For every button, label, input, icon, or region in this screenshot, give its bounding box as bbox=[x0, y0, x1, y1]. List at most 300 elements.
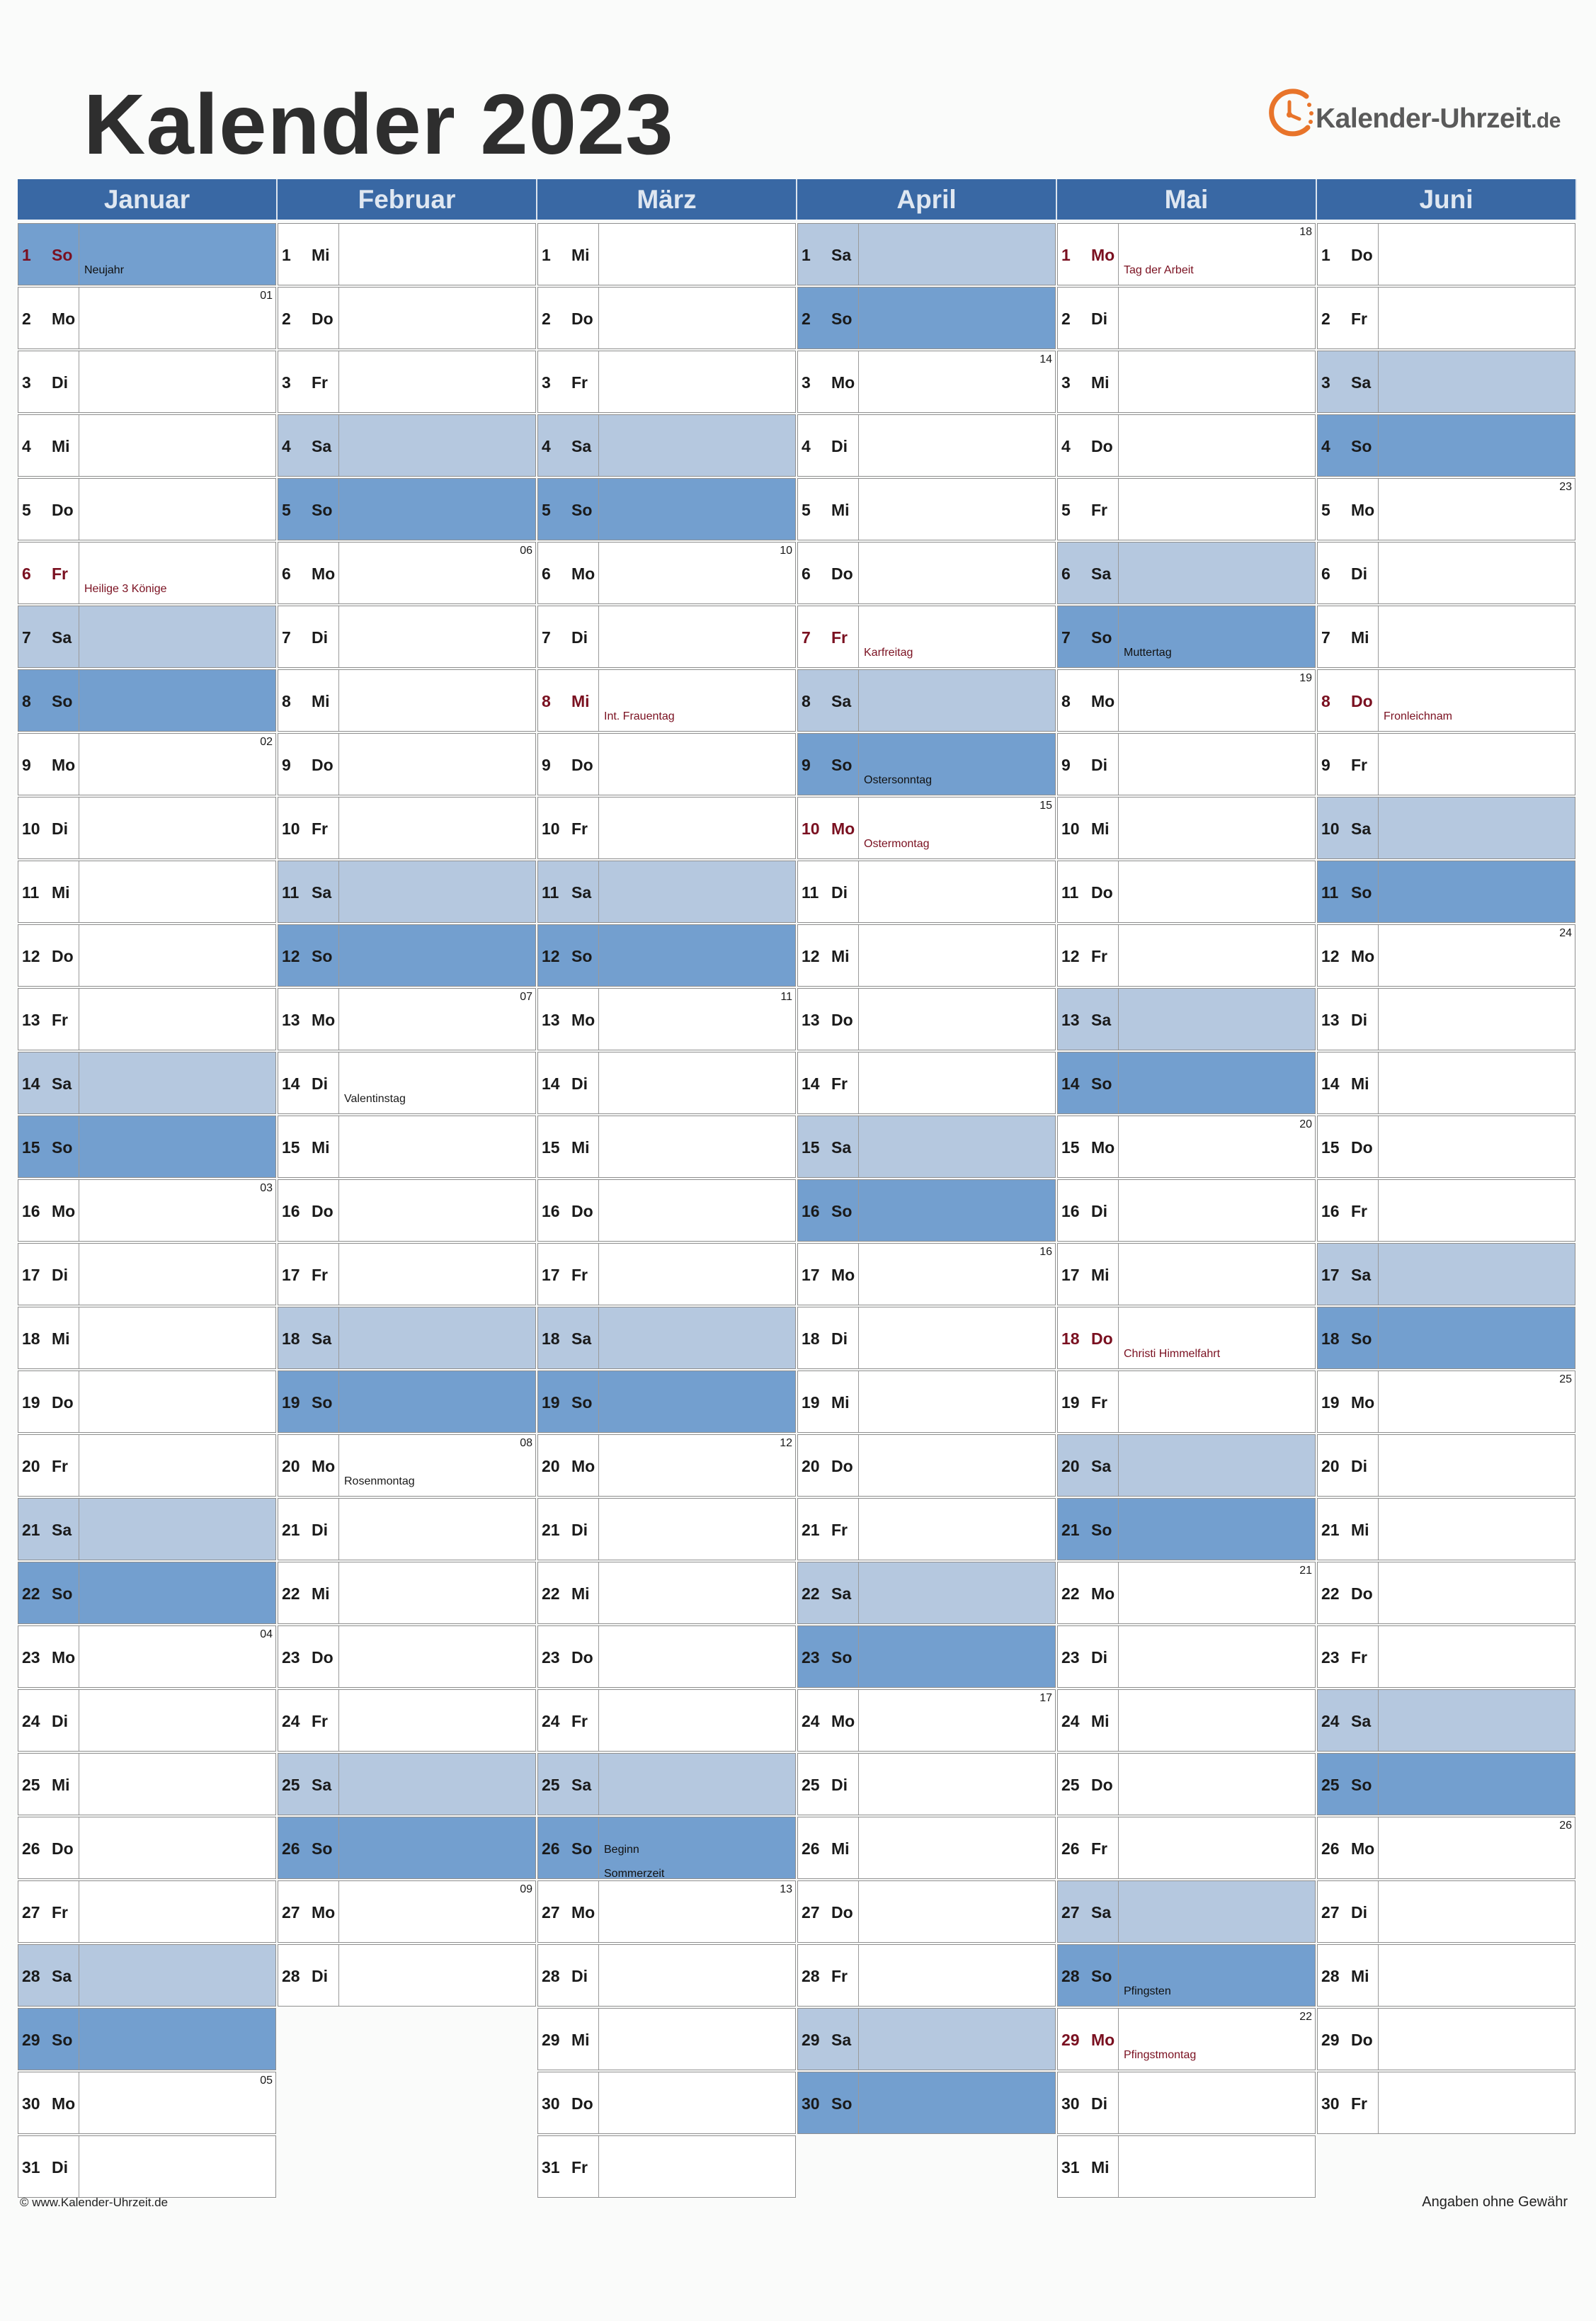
day-cell[interactable] bbox=[1057, 669, 1316, 732]
weekday-abbr: Fr bbox=[571, 1712, 588, 1730]
day-cell[interactable] bbox=[1057, 414, 1316, 477]
day-cell[interactable] bbox=[18, 1817, 276, 1879]
day-number: 21 bbox=[1321, 1521, 1340, 1539]
weekday-abbr: Di bbox=[1091, 756, 1107, 774]
day-cell[interactable] bbox=[278, 1307, 536, 1369]
day-cell[interactable] bbox=[1057, 1434, 1316, 1497]
day-cell[interactable] bbox=[1057, 1498, 1316, 1560]
day-cell[interactable] bbox=[1057, 1625, 1316, 1688]
day-cell[interactable] bbox=[18, 2072, 276, 2134]
day-cell[interactable] bbox=[537, 414, 796, 477]
day-cell[interactable] bbox=[1057, 924, 1316, 987]
day-cell[interactable] bbox=[537, 861, 796, 923]
weekday-abbr: Fr bbox=[1091, 947, 1107, 965]
day-cell[interactable] bbox=[537, 1116, 796, 1178]
weekday-abbr: Sa bbox=[831, 1138, 852, 1157]
day-cell[interactable] bbox=[797, 2008, 1056, 2070]
day-cell[interactable] bbox=[1317, 1307, 1575, 1369]
day-cell[interactable] bbox=[278, 1243, 536, 1305]
day-cell[interactable] bbox=[1317, 988, 1575, 1050]
day-cell[interactable] bbox=[1317, 542, 1575, 604]
day-cell[interactable] bbox=[18, 478, 276, 540]
day-label bbox=[1318, 1435, 1379, 1496]
day-label bbox=[1058, 1499, 1119, 1560]
day-cell[interactable] bbox=[797, 1434, 1056, 1497]
day-number: 8 bbox=[22, 692, 31, 710]
day-number: 12 bbox=[22, 947, 40, 965]
day-cell[interactable] bbox=[537, 223, 796, 285]
day-cell[interactable] bbox=[797, 733, 1056, 795]
day-cell[interactable] bbox=[1317, 669, 1575, 732]
day-label bbox=[798, 1690, 859, 1751]
day-cell[interactable] bbox=[1317, 797, 1575, 859]
day-number: 27 bbox=[542, 1903, 560, 1922]
weekday-abbr: Sa bbox=[312, 1329, 332, 1348]
weekday-abbr: So bbox=[1091, 1967, 1112, 1985]
day-cell[interactable] bbox=[278, 797, 536, 859]
day-label bbox=[798, 1562, 859, 1623]
day-label bbox=[1318, 351, 1379, 412]
day-cell[interactable] bbox=[797, 606, 1056, 668]
day-cell[interactable] bbox=[278, 1434, 536, 1497]
day-cell[interactable] bbox=[537, 1944, 796, 2007]
day-cell[interactable] bbox=[278, 542, 536, 604]
day-cell[interactable] bbox=[1057, 2135, 1316, 2198]
weekday-abbr: Mi bbox=[831, 1839, 850, 1858]
weekday-abbr: Do bbox=[1351, 692, 1373, 710]
day-number: 27 bbox=[282, 1903, 300, 1922]
day-cell[interactable] bbox=[278, 351, 536, 413]
day-cell[interactable] bbox=[18, 414, 276, 477]
day-cell[interactable] bbox=[278, 1689, 536, 1752]
day-cell[interactable] bbox=[1317, 1562, 1575, 1624]
day-label bbox=[18, 1499, 79, 1560]
day-cell[interactable] bbox=[1057, 1944, 1316, 2007]
day-cell[interactable] bbox=[18, 542, 276, 604]
day-cell[interactable] bbox=[18, 606, 276, 668]
day-cell[interactable] bbox=[537, 1817, 796, 1879]
day-cell[interactable] bbox=[1057, 733, 1316, 795]
day-cell[interactable] bbox=[797, 414, 1056, 477]
day-cell[interactable] bbox=[797, 2072, 1056, 2134]
weekday-abbr: So bbox=[312, 1839, 333, 1858]
day-number: 11 bbox=[1061, 883, 1079, 902]
day-cell[interactable] bbox=[1057, 1753, 1316, 1815]
weekday-abbr: Mi bbox=[571, 692, 590, 710]
brand-logo[interactable] bbox=[1264, 84, 1568, 149]
day-cell[interactable] bbox=[1057, 223, 1316, 285]
weekday-abbr: Sa bbox=[52, 1967, 72, 1985]
weekday-abbr: Di bbox=[571, 1967, 588, 1985]
day-cell[interactable] bbox=[1057, 478, 1316, 540]
day-cell[interactable] bbox=[1057, 351, 1316, 413]
weekday-abbr: Fr bbox=[571, 819, 588, 838]
day-number: 18 bbox=[282, 1329, 300, 1348]
day-cell[interactable] bbox=[18, 733, 276, 795]
day-cell[interactable] bbox=[537, 1243, 796, 1305]
day-cell[interactable] bbox=[18, 223, 276, 285]
day-cell[interactable] bbox=[1057, 1562, 1316, 1624]
day-cell[interactable] bbox=[537, 1498, 796, 1560]
day-cell[interactable] bbox=[18, 1179, 276, 1242]
day-label bbox=[798, 288, 859, 348]
weekday-abbr: Mi bbox=[1351, 1967, 1369, 1985]
day-cell[interactable] bbox=[18, 861, 276, 923]
day-cell[interactable] bbox=[537, 1689, 796, 1752]
day-cell[interactable] bbox=[1057, 1817, 1316, 1879]
day-cell[interactable] bbox=[537, 478, 796, 540]
weekday-abbr: Fr bbox=[1351, 756, 1367, 774]
weekday-abbr: Do bbox=[312, 1202, 334, 1220]
day-cell[interactable] bbox=[1317, 223, 1575, 285]
weekday-abbr: Di bbox=[831, 437, 848, 455]
day-cell[interactable] bbox=[1317, 1944, 1575, 2007]
day-number: 24 bbox=[282, 1712, 300, 1730]
day-cell[interactable] bbox=[278, 1371, 536, 1433]
weekday-abbr: Sa bbox=[52, 628, 72, 647]
day-number: 24 bbox=[1061, 1712, 1080, 1730]
weekday-abbr: Fr bbox=[1351, 2094, 1367, 2113]
day-cell[interactable] bbox=[1317, 1434, 1575, 1497]
day-cell[interactable] bbox=[278, 1817, 536, 1879]
day-cell[interactable] bbox=[797, 669, 1056, 732]
day-cell[interactable] bbox=[278, 1562, 536, 1624]
day-cell[interactable] bbox=[18, 1498, 276, 1560]
day-cell[interactable] bbox=[1317, 1243, 1575, 1305]
day-cell[interactable] bbox=[278, 1052, 536, 1114]
weekday-abbr: Mo bbox=[52, 2094, 76, 2113]
day-cell[interactable] bbox=[537, 2072, 796, 2134]
day-cell[interactable] bbox=[797, 988, 1056, 1050]
day-label bbox=[18, 989, 79, 1050]
weekday-abbr: Fr bbox=[1091, 1393, 1107, 1412]
weekday-abbr: Di bbox=[312, 1521, 328, 1539]
day-cell[interactable] bbox=[278, 1753, 536, 1815]
day-cell[interactable] bbox=[1317, 1880, 1575, 1943]
day-cell[interactable] bbox=[797, 1371, 1056, 1433]
day-cell[interactable] bbox=[797, 287, 1056, 349]
day-cell[interactable] bbox=[797, 1562, 1056, 1624]
clock-logo-icon bbox=[1264, 84, 1315, 149]
day-label bbox=[18, 606, 79, 667]
weekday-abbr: Do bbox=[52, 1839, 74, 1858]
day-number: 20 bbox=[1321, 1457, 1340, 1475]
day-cell[interactable] bbox=[18, 797, 276, 859]
day-cell[interactable] bbox=[797, 797, 1056, 859]
weekday-abbr: Mo bbox=[312, 564, 336, 583]
day-label bbox=[1058, 2136, 1119, 2197]
week-number: 14 bbox=[1039, 353, 1052, 365]
weekday-abbr: Fr bbox=[1351, 310, 1367, 328]
day-cell[interactable] bbox=[1317, 287, 1575, 349]
day-cell[interactable] bbox=[797, 861, 1056, 923]
day-cell[interactable] bbox=[537, 1307, 796, 1369]
day-cell[interactable] bbox=[18, 351, 276, 413]
day-cell[interactable] bbox=[1057, 606, 1316, 668]
day-cell[interactable] bbox=[797, 1817, 1056, 1879]
weekday-abbr: Do bbox=[571, 1202, 593, 1220]
day-cell[interactable] bbox=[537, 287, 796, 349]
day-label bbox=[798, 1754, 859, 1815]
day-cell[interactable] bbox=[1057, 1243, 1316, 1305]
day-cell[interactable] bbox=[278, 1880, 536, 1943]
day-cell[interactable] bbox=[1057, 1307, 1316, 1369]
day-cell[interactable] bbox=[537, 1753, 796, 1815]
day-cell[interactable] bbox=[537, 1562, 796, 1624]
day-cell[interactable] bbox=[537, 1371, 796, 1433]
day-cell[interactable] bbox=[797, 351, 1056, 413]
day-number: 10 bbox=[542, 819, 560, 838]
weekday-abbr: Fr bbox=[1351, 1202, 1367, 1220]
day-cell[interactable] bbox=[797, 1116, 1056, 1178]
day-cell[interactable] bbox=[1317, 2072, 1575, 2134]
day-cell[interactable] bbox=[278, 1498, 536, 1560]
day-cell[interactable] bbox=[1057, 287, 1316, 349]
day-label bbox=[278, 1307, 339, 1368]
day-cell[interactable] bbox=[1317, 1052, 1575, 1114]
day-label bbox=[1058, 1626, 1119, 1687]
weekday-abbr: Do bbox=[312, 756, 334, 774]
day-cell[interactable] bbox=[278, 988, 536, 1050]
day-cell[interactable] bbox=[1057, 2072, 1316, 2134]
weekday-abbr: Do bbox=[831, 1903, 853, 1922]
day-cell[interactable] bbox=[537, 1434, 796, 1497]
day-label bbox=[1058, 1116, 1119, 1177]
event-note: Pfingsten bbox=[1124, 1985, 1171, 1997]
day-label bbox=[1318, 1945, 1379, 2006]
day-cell[interactable] bbox=[1057, 1116, 1316, 1178]
day-cell[interactable] bbox=[1057, 861, 1316, 923]
day-cell[interactable] bbox=[797, 1243, 1056, 1305]
day-cell[interactable] bbox=[1057, 542, 1316, 604]
day-cell[interactable] bbox=[797, 1179, 1056, 1242]
weekday-abbr: Sa bbox=[831, 692, 852, 710]
day-number: 17 bbox=[22, 1266, 40, 1284]
day-number: 25 bbox=[22, 1776, 40, 1794]
day-cell[interactable] bbox=[537, 2135, 796, 2198]
day-cell[interactable] bbox=[797, 1689, 1056, 1752]
day-cell[interactable] bbox=[797, 1753, 1056, 1815]
weekday-abbr: Sa bbox=[1091, 1903, 1112, 1922]
day-cell[interactable] bbox=[18, 2008, 276, 2070]
day-cell[interactable] bbox=[1317, 733, 1575, 795]
day-number: 8 bbox=[1061, 692, 1071, 710]
day-cell[interactable] bbox=[797, 1498, 1056, 1560]
weekday-abbr: Sa bbox=[831, 1584, 852, 1603]
day-cell[interactable] bbox=[1317, 414, 1575, 477]
day-label bbox=[538, 861, 599, 922]
day-cell[interactable] bbox=[537, 1625, 796, 1688]
day-cell[interactable] bbox=[18, 1052, 276, 1114]
day-cell[interactable] bbox=[18, 1562, 276, 1624]
day-cell[interactable] bbox=[278, 924, 536, 987]
day-number: 2 bbox=[1321, 310, 1330, 328]
day-label bbox=[18, 670, 79, 731]
day-cell[interactable] bbox=[1057, 1689, 1316, 1752]
day-number: 6 bbox=[1061, 564, 1071, 583]
day-cell[interactable] bbox=[278, 733, 536, 795]
day-cell[interactable] bbox=[537, 351, 796, 413]
day-cell[interactable] bbox=[278, 414, 536, 477]
day-cell[interactable] bbox=[1057, 797, 1316, 859]
day-cell[interactable] bbox=[1317, 1179, 1575, 1242]
day-cell[interactable] bbox=[797, 223, 1056, 285]
day-cell[interactable] bbox=[1057, 1880, 1316, 1943]
day-number: 6 bbox=[282, 564, 291, 583]
day-number: 12 bbox=[1321, 947, 1340, 965]
weekday-abbr: Do bbox=[1351, 2031, 1373, 2049]
weekday-abbr: So bbox=[312, 947, 333, 965]
day-label bbox=[18, 2072, 79, 2133]
day-cell[interactable] bbox=[18, 2135, 276, 2198]
day-cell[interactable] bbox=[537, 1880, 796, 1943]
day-cell[interactable] bbox=[537, 606, 796, 668]
event-note: Rosenmontag bbox=[344, 1475, 415, 1487]
day-label bbox=[538, 1881, 599, 1942]
day-cell[interactable] bbox=[1057, 1371, 1316, 1433]
day-number: 5 bbox=[22, 501, 31, 519]
weekday-abbr: Do bbox=[571, 2094, 593, 2113]
weekday-abbr: Di bbox=[1091, 1202, 1107, 1220]
day-cell[interactable] bbox=[537, 1052, 796, 1114]
day-label bbox=[1058, 479, 1119, 540]
day-cell[interactable] bbox=[18, 1243, 276, 1305]
day-cell[interactable] bbox=[797, 1052, 1056, 1114]
day-label bbox=[538, 479, 599, 540]
day-label bbox=[18, 925, 79, 986]
day-label bbox=[1058, 1945, 1119, 2006]
day-number: 7 bbox=[22, 628, 31, 647]
day-cell[interactable] bbox=[1317, 861, 1575, 923]
day-label bbox=[1318, 288, 1379, 348]
weekday-abbr: Di bbox=[1351, 1903, 1367, 1922]
week-number: 07 bbox=[520, 991, 532, 1003]
day-cell[interactable] bbox=[537, 733, 796, 795]
day-cell[interactable] bbox=[537, 924, 796, 987]
day-cell[interactable] bbox=[797, 1307, 1056, 1369]
day-label bbox=[1318, 861, 1379, 922]
day-cell[interactable] bbox=[18, 1116, 276, 1178]
day-cell[interactable] bbox=[797, 1625, 1056, 1688]
day-cell[interactable] bbox=[278, 223, 536, 285]
day-label bbox=[538, 1817, 599, 1878]
day-cell[interactable] bbox=[18, 1753, 276, 1815]
day-cell[interactable] bbox=[278, 1625, 536, 1688]
day-cell[interactable] bbox=[537, 2008, 796, 2070]
day-cell[interactable] bbox=[537, 542, 796, 604]
day-cell[interactable] bbox=[18, 1307, 276, 1369]
day-cell[interactable] bbox=[18, 1689, 276, 1752]
day-cell[interactable] bbox=[1317, 1116, 1575, 1178]
day-number: 17 bbox=[542, 1266, 560, 1284]
day-label bbox=[798, 1116, 859, 1177]
day-cell[interactable] bbox=[1057, 988, 1316, 1050]
day-cell[interactable] bbox=[1317, 606, 1575, 668]
day-label bbox=[1318, 606, 1379, 667]
weekday-abbr: Do bbox=[52, 1393, 74, 1412]
day-label bbox=[1318, 1817, 1379, 1878]
day-cell[interactable] bbox=[797, 542, 1056, 604]
weekday-abbr: Di bbox=[1091, 310, 1107, 328]
day-cell[interactable] bbox=[1317, 1371, 1575, 1433]
day-label bbox=[1058, 606, 1119, 667]
day-cell[interactable] bbox=[1317, 1689, 1575, 1752]
week-number: 09 bbox=[520, 1883, 532, 1895]
day-cell[interactable] bbox=[797, 1944, 1056, 2007]
day-cell[interactable] bbox=[797, 478, 1056, 540]
footer-copyright: © www.Kalender-Uhrzeit.de bbox=[20, 2196, 169, 2209]
day-cell[interactable] bbox=[18, 988, 276, 1050]
day-cell[interactable] bbox=[18, 1880, 276, 1943]
day-cell[interactable] bbox=[537, 797, 796, 859]
day-cell[interactable] bbox=[18, 1944, 276, 2007]
day-number: 18 bbox=[1061, 1329, 1080, 1348]
day-cell[interactable] bbox=[18, 924, 276, 987]
day-cell[interactable] bbox=[1317, 2008, 1575, 2070]
day-cell[interactable] bbox=[278, 287, 536, 349]
day-cell[interactable] bbox=[18, 1434, 276, 1497]
day-cell[interactable] bbox=[1317, 351, 1575, 413]
day-number: 18 bbox=[1321, 1329, 1340, 1348]
day-cell[interactable] bbox=[278, 1116, 536, 1178]
day-number: 15 bbox=[542, 1138, 560, 1157]
day-cell[interactable] bbox=[278, 669, 536, 732]
day-cell[interactable] bbox=[797, 924, 1056, 987]
day-number: 12 bbox=[542, 947, 560, 965]
day-number: 7 bbox=[542, 628, 551, 647]
day-cell[interactable] bbox=[537, 988, 796, 1050]
day-cell[interactable] bbox=[1317, 1817, 1575, 1879]
day-cell[interactable] bbox=[278, 478, 536, 540]
weekday-abbr: Di bbox=[1091, 2094, 1107, 2113]
weekday-abbr: Fr bbox=[831, 1074, 848, 1093]
day-cell[interactable] bbox=[1317, 478, 1575, 540]
day-cell[interactable] bbox=[1057, 2008, 1316, 2070]
weekday-abbr: So bbox=[831, 1202, 853, 1220]
day-cell[interactable] bbox=[18, 1625, 276, 1688]
day-label bbox=[18, 1116, 79, 1177]
day-number: 25 bbox=[1321, 1776, 1340, 1794]
day-cell[interactable] bbox=[278, 1179, 536, 1242]
day-cell[interactable] bbox=[18, 669, 276, 732]
day-cell[interactable] bbox=[1317, 1498, 1575, 1560]
day-label bbox=[1058, 734, 1119, 795]
weekday-abbr: Di bbox=[312, 1074, 328, 1093]
weekday-abbr: Mo bbox=[1091, 246, 1115, 264]
day-cell[interactable] bbox=[18, 287, 276, 349]
day-cell[interactable] bbox=[537, 669, 796, 732]
weekday-abbr: Do bbox=[52, 947, 74, 965]
day-cell[interactable] bbox=[537, 1179, 796, 1242]
day-label bbox=[18, 1435, 79, 1496]
day-cell[interactable] bbox=[1317, 924, 1575, 987]
day-cell[interactable] bbox=[1057, 1179, 1316, 1242]
weekday-abbr: Mi bbox=[571, 1584, 590, 1603]
day-cell[interactable] bbox=[18, 1371, 276, 1433]
day-number: 30 bbox=[1061, 2094, 1080, 2113]
day-number: 16 bbox=[1321, 1202, 1340, 1220]
day-cell[interactable] bbox=[1317, 1753, 1575, 1815]
day-cell[interactable] bbox=[1317, 1625, 1575, 1688]
day-cell[interactable] bbox=[1057, 1052, 1316, 1114]
day-number: 3 bbox=[802, 373, 811, 392]
day-label bbox=[278, 224, 339, 285]
day-cell[interactable] bbox=[278, 1944, 536, 2007]
weekday-abbr: Fr bbox=[1351, 1648, 1367, 1667]
day-cell[interactable] bbox=[278, 861, 536, 923]
day-cell[interactable] bbox=[278, 606, 536, 668]
day-cell[interactable] bbox=[797, 1880, 1056, 1943]
